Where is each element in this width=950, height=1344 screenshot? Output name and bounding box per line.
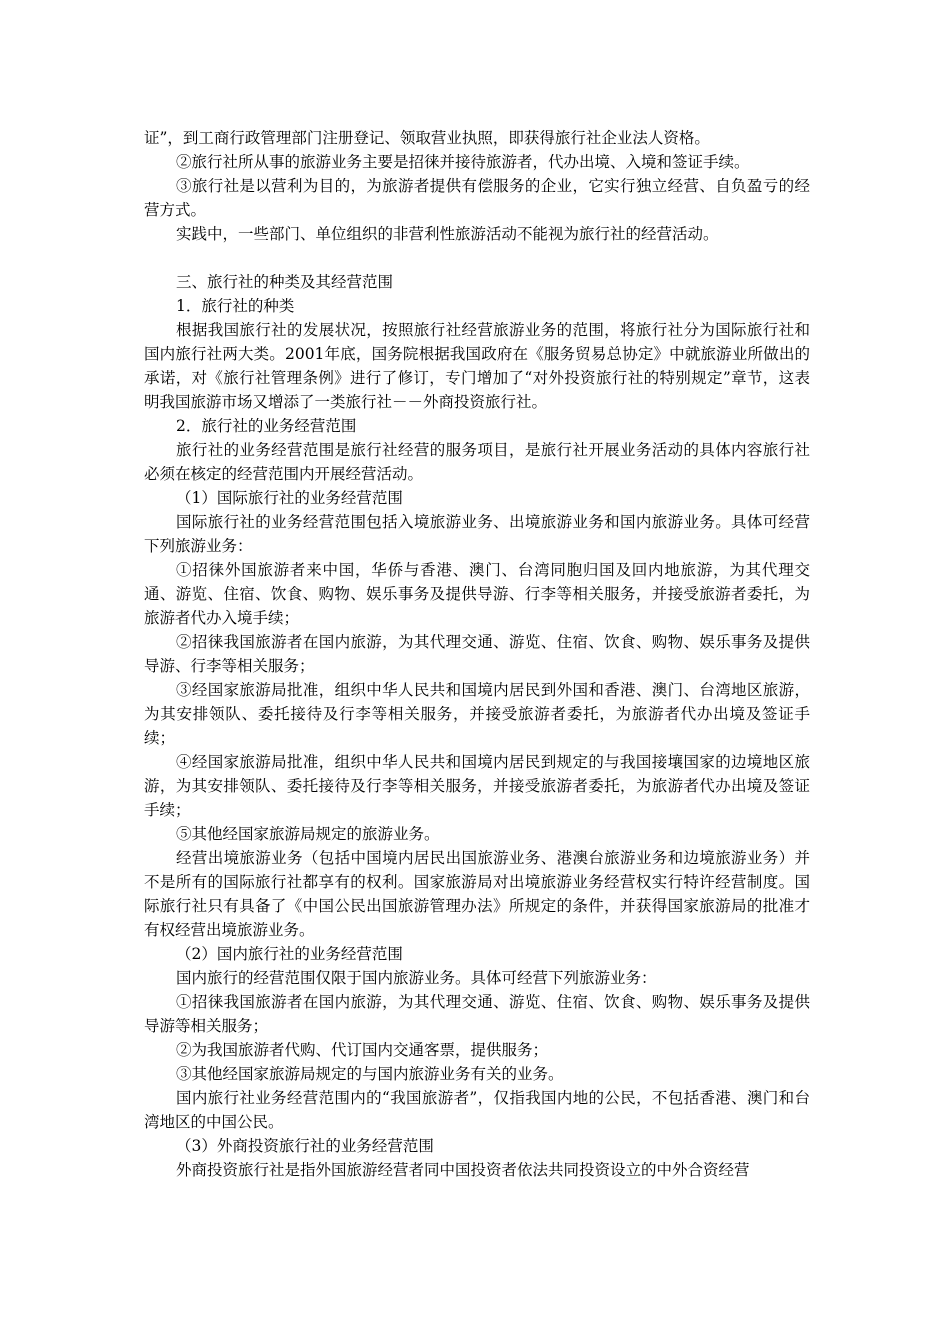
paragraph-types-body: 根据我国旅行社的发展状况，按照旅行社经营旅游业务的范围，将旅行社分为国际旅行社和国内旅行社两大类。2001年底，国务院根据我国政府在《服务贸易总协定》中就旅游业所做出的承诺，对《旅行社管理条例》进行了修订，专门增加了“对外投资旅行社的特别规定”章节，这表明我国旅游市场又增添了一类旅行社－－外商投资旅行社。 [144, 321, 810, 411]
list-item-domestic-1: ①招徕我国旅游者在国内旅游，为其代理交通、游览、住宿、饮食、购物、娱乐事务及提供导游等相关服务； [144, 993, 810, 1035]
paragraph-domestic-intro: 国内旅行的经营范围仅限于国内旅游业务。具体可经营下列旅游业务： [176, 969, 657, 987]
section-spacer [144, 246, 810, 270]
list-item-international-5: ⑤其他经国家旅游局规定的旅游业务。 [176, 825, 440, 843]
section-heading-3: 三、旅行社的种类及其经营范围 [176, 273, 394, 291]
subheading-foreign-invested-scope: （3）外商投资旅行社的业务经营范围 [176, 1137, 434, 1155]
list-item-international-2: ②招徕我国旅游者在国内旅游，为其代理交通、游览、住宿、饮食、购物、娱乐事务及提供导游、行李等相关服务； [144, 633, 810, 675]
document-page [144, 126, 810, 1182]
paragraph-point-3: ③旅行社是以营利为目的，为旅游者提供有偿服务的企业，它实行独立经营、自负盈亏的经营方式。 [144, 177, 810, 219]
paragraph-domestic-note: 国内旅行社业务经营范围内的“我国旅游者”，仅指我国内地的公民，不包括香港、澳门和台湾地区的中国公民。 [144, 1089, 810, 1131]
paragraph-point-2: ②旅行社所从事的旅游业务主要是招徕并接待旅游者，代办出境、入境和签证手续。 [176, 153, 750, 171]
paragraph-international-intro: 国际旅行社的业务经营范围包括入境旅游业务、出境旅游业务和国内旅游业务。具体可经营下列旅游业务： [144, 513, 810, 555]
list-item-international-1: ①招徕外国旅游者来中国，华侨与香港、澳门、台湾同胞归国及回内地旅游，为其代理交通、游览、住宿、饮食、购物、娱乐事务及提供导游、行李等相关服务，并接受旅游者委托，为旅游者代办入境手续； [144, 561, 810, 627]
paragraph-scope-body: 旅行社的业务经营范围是旅行社经营的服务项目，是旅行社开展业务活动的具体内容旅行社必须在核定的经营范围内开展经营活动。 [144, 441, 810, 483]
paragraph-outbound-note: 经营出境旅游业务（包括中国境内居民出国旅游业务、港澳台旅游业务和边境旅游业务）并不是所有的国际旅行社都享有的权利。国家旅游局对出境旅游业务经营权实行特许经营制度。国际旅行社只有具备了《中国公民出国旅游管理办法》所规定的条件，并获得国家旅游局的批准才有权经营出境旅游业务。 [144, 849, 810, 939]
paragraph-license-continuation: 证”，到工商行政管理部门注册登记、领取营业执照，即获得旅行社企业法人资格。 [144, 129, 710, 147]
subheading-business-scope: 2．旅行社的业务经营范围 [176, 417, 357, 435]
list-item-international-4: ④经国家旅游局批准，组织中华人民共和国境内居民到规定的与我国接壤国家的边境地区旅游，为其安排领队、委托接待及行李等相关服务，并接受旅游者委托，为旅游者代办出境及签证手续； [144, 753, 810, 819]
list-item-international-3: ③经国家旅游局批准，组织中华人民共和国境内居民到外国和香港、澳门、台湾地区旅游，为其安排领队、委托接待及行李等相关服务，并接受旅游者委托，为旅游者代办出境及签证手续； [144, 681, 810, 747]
list-item-domestic-2: ②为我国旅游者代购、代订国内交通客票，提供服务； [176, 1041, 549, 1059]
paragraph-foreign-invested-body: 外商投资旅行社是指外国旅游经营者同中国投资者依法共同投资设立的中外合资经营 [176, 1161, 750, 1179]
subheading-international-scope: （1）国际旅行社的业务经营范围 [176, 489, 403, 507]
subheading-types: 1．旅行社的种类 [176, 297, 295, 315]
paragraph-practice-note: 实践中，一些部门、单位组织的非营利性旅游活动不能视为旅行社的经营活动。 [176, 225, 719, 243]
list-item-domestic-3: ③其他经国家旅游局规定的与国内旅游业务有关的业务。 [176, 1065, 564, 1083]
subheading-domestic-scope: （2）国内旅行社的业务经营范围 [176, 945, 403, 963]
